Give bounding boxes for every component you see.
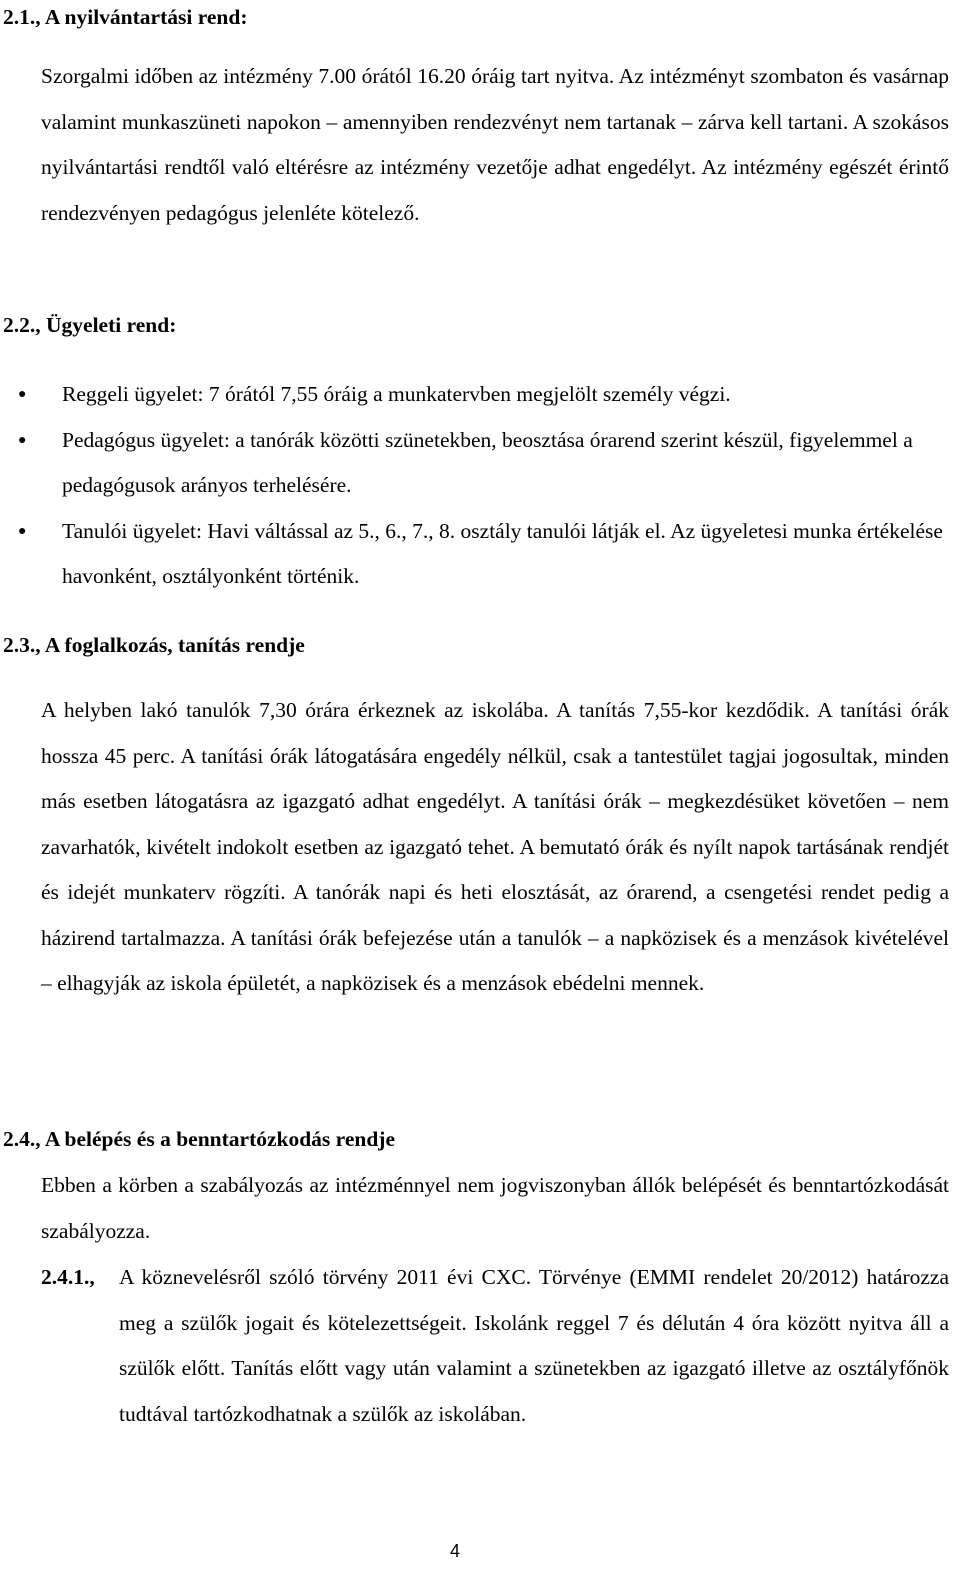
page-number: 4	[449, 1541, 460, 1561]
list-item: ● Pedagógus ügyelet: a tanórák közötti szünetekben, beosztása órarend szerint készül, figyelemmel a pedagógusok arányos terhelésére.	[18, 418, 950, 509]
list-item: ● Tanulói ügyelet: Havi váltással az 5., 6., 7., 8. osztály tanulói látják el. Az ügyeletesi munka értékelése havonként, osztályonként történik.	[18, 509, 950, 600]
section-2-4-heading: 2.4., A belépés és a benntartózkodás rendje	[3, 1127, 395, 1151]
section-2-1-paragraph: Szorgalmi időben az intézmény 7.00 órától 16.20 óráig tart nyitva. Az intézményt szombaton és vasárnap valamint munkaszüneti napokon – amennyiben rendezvényt nem tartanak – zárva kell tartani. A szokásos nyilvántartási rendtől való eltérésre az intézmény vezetője adhat engedélyt. Az intézmény egészét érintő rendezvényen pedagógus jelenléte kötelező.	[41, 64, 949, 225]
section-2-3-paragraph: A helyben lakó tanulók 7,30 órára érkeznek az iskolába. A tanítás 7,55-kor kezdődik. A tanítási órák hossza 45 perc. A tanítási órák látogatására engedély nélkül, csak a tantestület tagjai jogosultak, minden más esetben látogatásra az igazgató adhat engedélyt. A tanítási órák – megkezdésüket követően – nem zavarhatók, kivételt indokolt esetben az igazgató tehet. A bemutató órák és nyílt napok tartásának rendjét és idejét munkaterv rögzíti. A tanórák napi és heti elosztását, az órarend, a csengetési rendet pedig a házirend tartalmazza. A tanítási órák befejezése után a tanulók – a napközisek és a menzások kivételével – elhagyják az iskola épületét, a napközisek és a menzások ebédelni mennek.	[41, 698, 949, 995]
bullet-icon: ●	[18, 432, 27, 448]
subsection-text: A köznevelésről szóló törvény 2011 évi CXC. Törvénye (EMMI rendelet 20/2012) határozza meg a szülők jogait és kötelezettségeit. Iskolánk reggel 7 és délután 4 óra között nyitva áll a szülők előtt. Tanítás előtt vagy után valamint a szünetekben az igazgató illetve az osztályfőnök tudtával tartózkodhatnak a szülők az iskolában.	[119, 1265, 949, 1426]
bullet-icon: ●	[18, 523, 27, 539]
duty-bullet-list	[18, 372, 950, 600]
section-2-3-heading: 2.3., A foglalkozás, tanítás rendje	[3, 633, 305, 657]
subsection-number: 2.4.1.,	[41, 1265, 95, 1289]
list-item: ● Reggeli ügyelet: 7 órától 7,55 óráig a munkatervben megjelölt személy végzi.	[18, 372, 950, 418]
bullet-icon: ●	[18, 387, 27, 402]
section-2-4-paragraph: Ebben a körben a szabályozás az intézménnyel nem jogviszonyban állók belépését és benntartózkodását szabályozza.	[41, 1173, 949, 1243]
section-2-1-heading: 2.1., A nyilvántartási rend:	[3, 5, 248, 29]
section-2-2-heading: 2.2., Ügyeleti rend:	[3, 313, 177, 337]
